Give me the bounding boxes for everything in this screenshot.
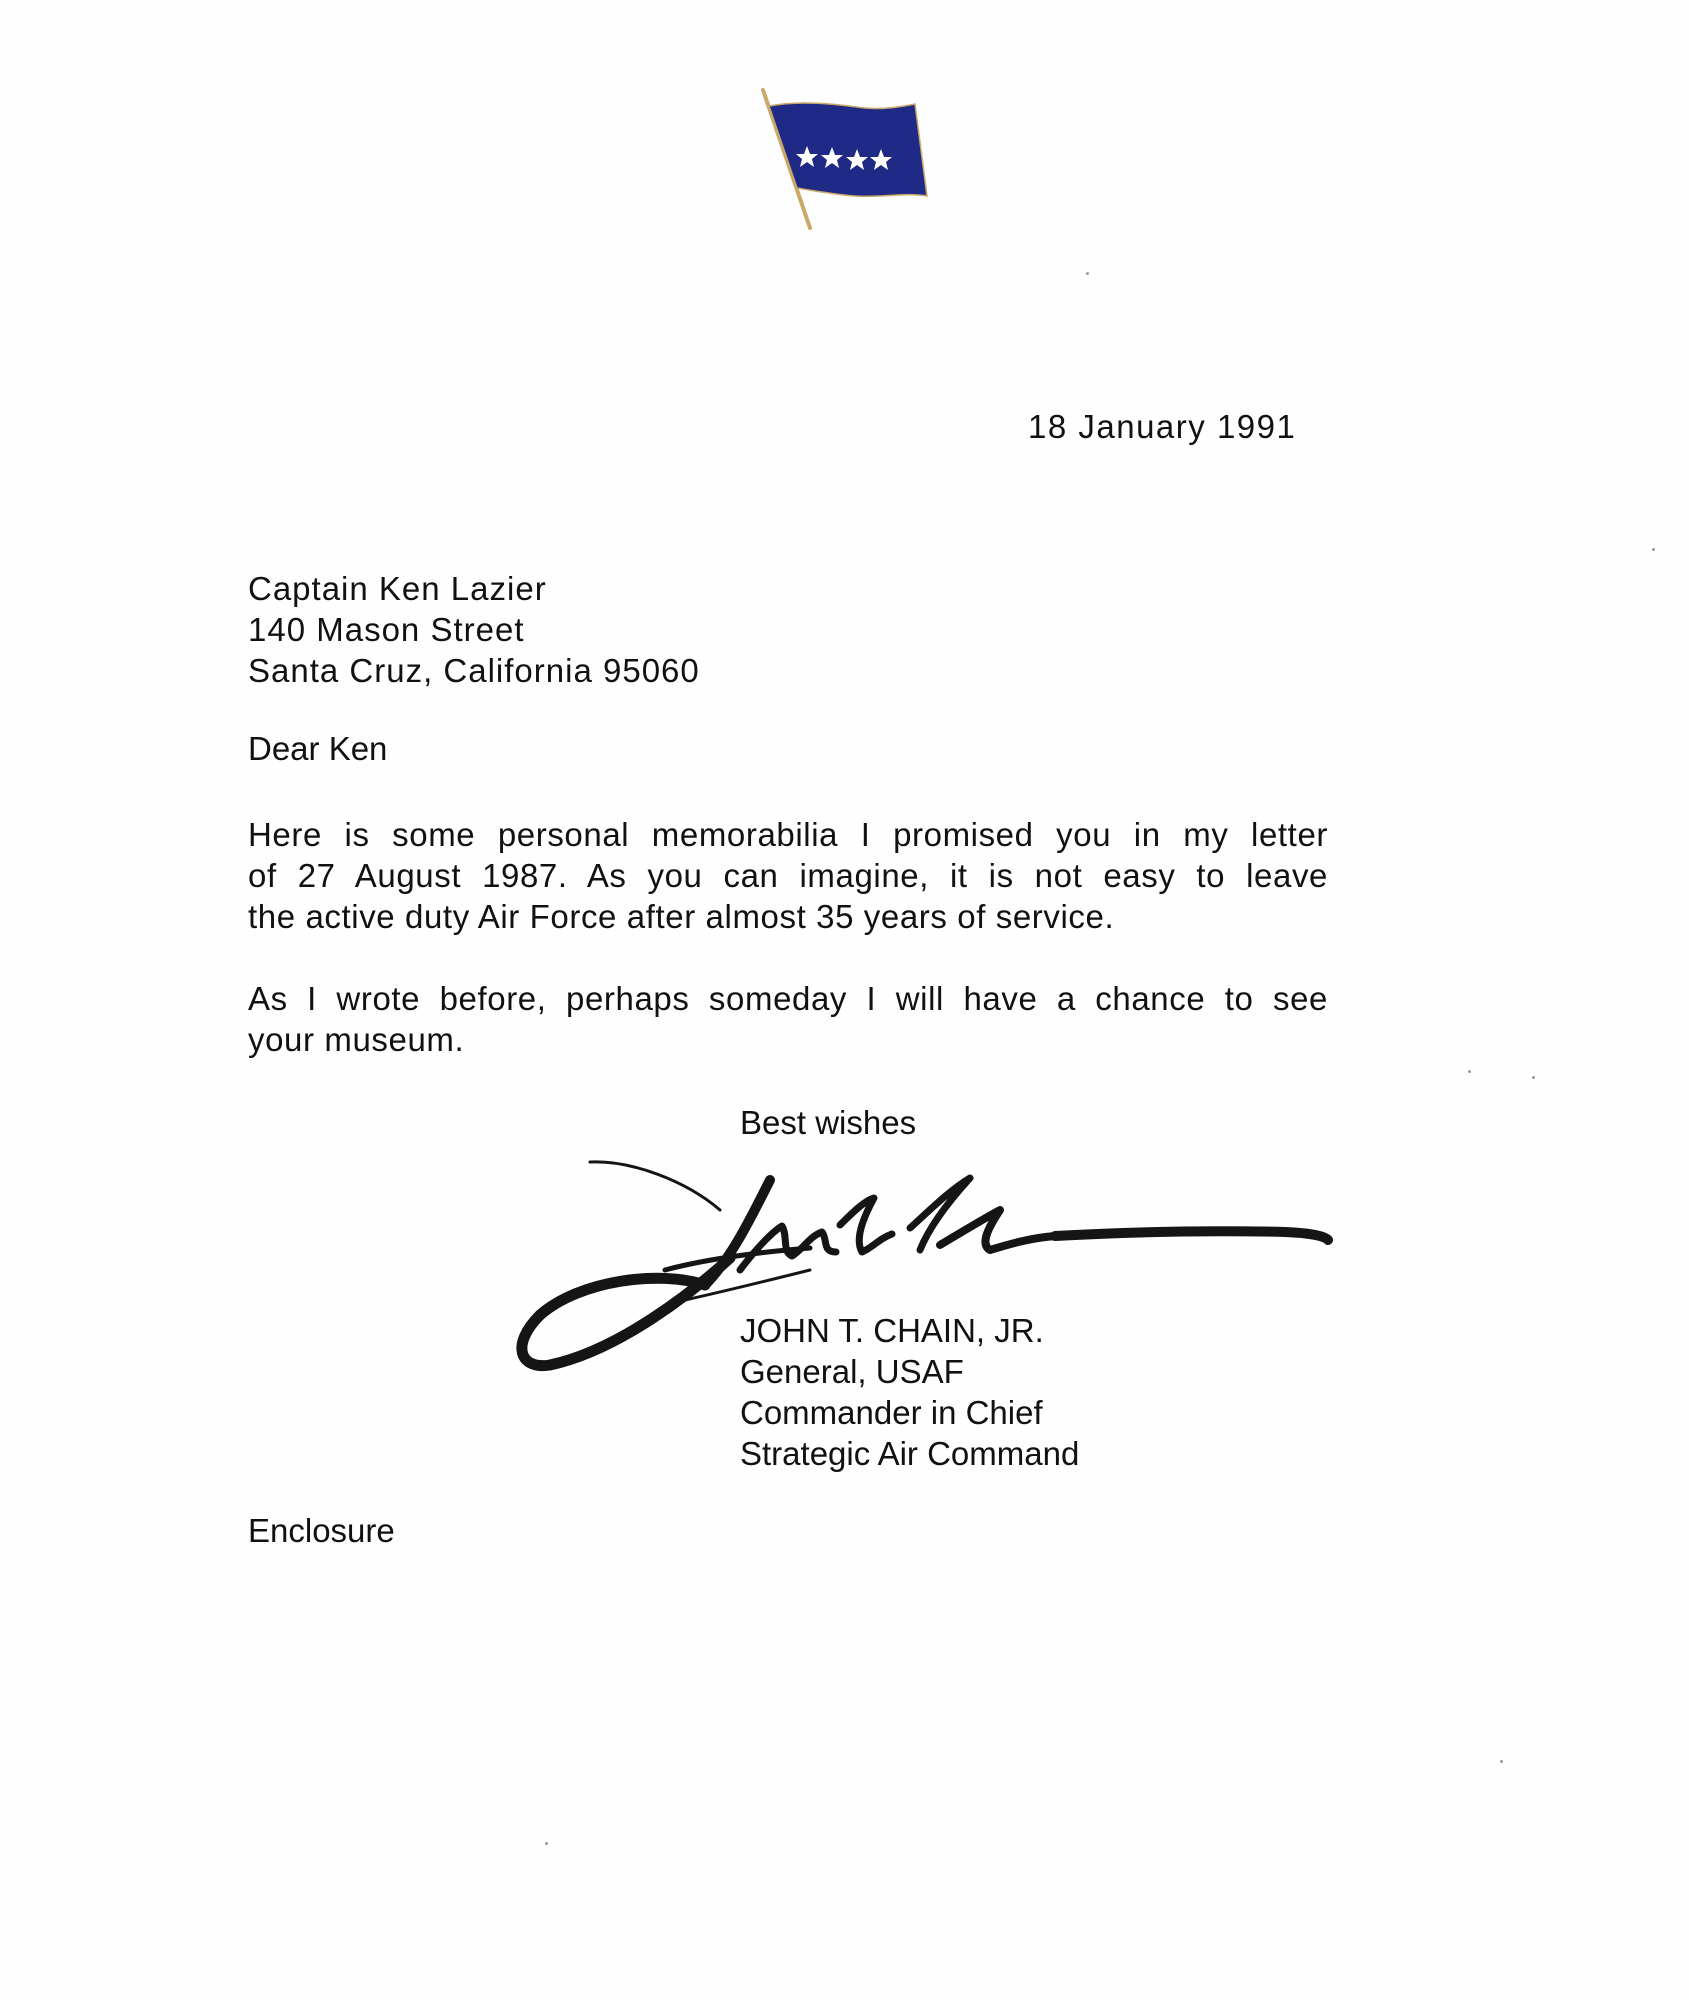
- paragraph-line: the active duty Air Force after almost 35 years of service.: [248, 898, 1115, 935]
- scan-speck: [1468, 1070, 1471, 1073]
- recipient-name: Captain Ken Lazier: [248, 570, 547, 607]
- paragraph-line: of 27 August 1987. As you can imagine, it is not easy to leave: [248, 857, 1328, 894]
- scan-speck: [1500, 1760, 1503, 1763]
- four-star-flag-icon: [755, 88, 935, 238]
- scan-speck: [1532, 1076, 1535, 1079]
- paragraph-line: your museum.: [248, 1021, 465, 1058]
- signer-name: JOHN T. CHAIN, JR.: [740, 1312, 1044, 1349]
- signer-title: Commander in Chief: [740, 1394, 1043, 1431]
- scan-speck: [1086, 272, 1089, 275]
- salutation: Dear Ken: [248, 730, 388, 767]
- letter-date: 18 January 1991: [1028, 408, 1297, 445]
- body-paragraph-1: [248, 814, 1328, 937]
- scan-speck: [1652, 548, 1655, 551]
- recipient-address: [248, 568, 700, 691]
- scan-speck: [545, 1842, 548, 1845]
- enclosure-note: Enclosure: [248, 1512, 395, 1549]
- recipient-street: 140 Mason Street: [248, 611, 525, 648]
- recipient-city: Santa Cruz, California 95060: [248, 652, 700, 689]
- signer-command: Strategic Air Command: [740, 1435, 1080, 1472]
- signer-rank: General, USAF: [740, 1353, 964, 1390]
- body-paragraph-2: [248, 978, 1328, 1060]
- signature-block: [740, 1310, 1079, 1474]
- paragraph-line: Here is some personal memorabilia I promised you in my letter: [248, 816, 1328, 853]
- paragraph-line: As I wrote before, perhaps someday I will have a chance to see: [248, 980, 1328, 1017]
- closing: Best wishes: [740, 1104, 917, 1141]
